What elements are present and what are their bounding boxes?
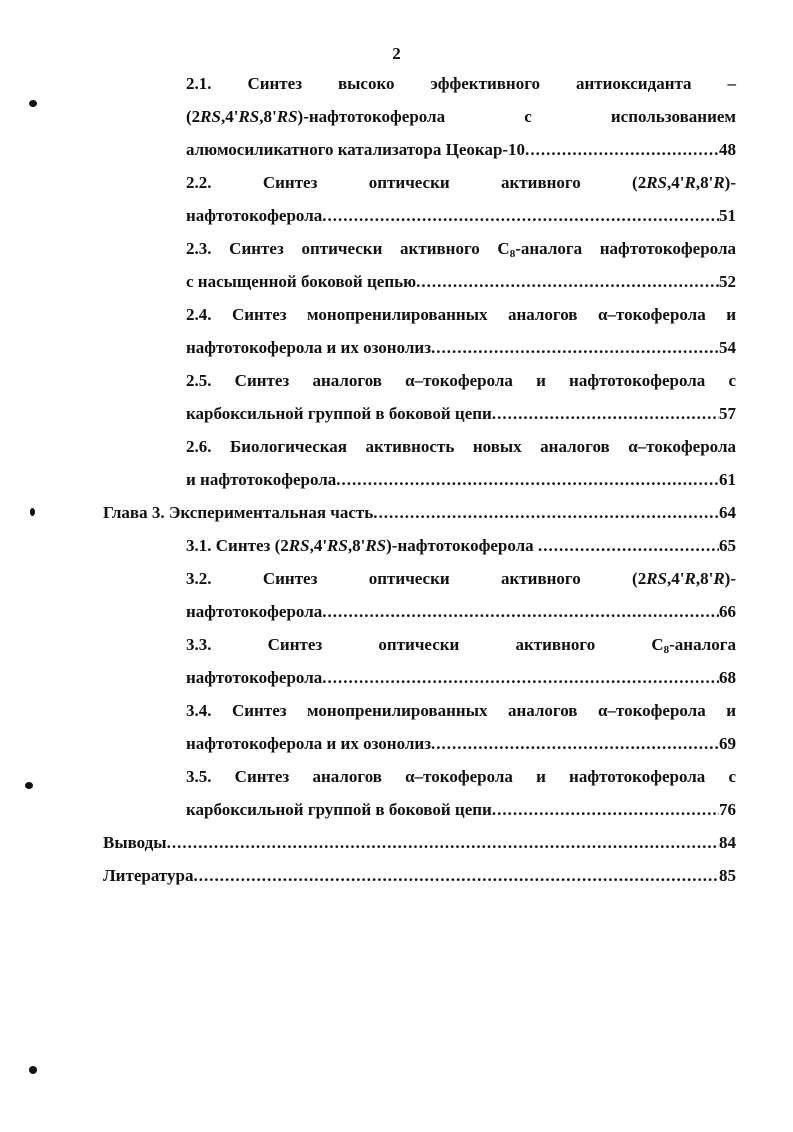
scan-speck [29,1066,37,1074]
toc-page-number: 76 [719,800,736,819]
leader-dots [431,733,719,755]
toc-2-1-line-1: 2.1. Синтез высоко эффективного антиоксиданта – [186,74,736,93]
toc-page-number: 85 [719,866,736,885]
toc-page-number: 68 [719,668,736,687]
toc-2-2-line-2: нафтотокоферола ..... 51 [186,205,736,227]
leader-dots [322,667,719,689]
toc-2-3-line-1: 2.3. Синтез оптически активного $C_8$-аналога нафтотокоферола [186,239,736,260]
toc-page-number: 84 [719,833,736,852]
toc-chapter-3: Глава 3. Экспериментальная часть ..... 64 [103,502,736,524]
leader-dots [525,139,719,161]
toc-page-number: 54 [719,338,736,357]
scan-speck [25,782,33,789]
leader-dots [492,799,719,821]
toc-2-4-line-2: нафтотокоферола и их озонолиз ..... 54 [186,337,736,359]
page-number: 2 [392,44,401,63]
toc-page-number: 52 [719,272,736,291]
toc-2-3-line-2: с насыщенной боковой цепью ..... 52 [186,271,736,293]
leader-dots [193,865,719,887]
toc-page-number: 57 [719,404,736,423]
toc-3-3-line-1: 3.3. Синтез оптически активного $C_8$-аналога [186,635,736,656]
toc-2-4-line-1: 2.4. Синтез монопренилированных аналогов α–токоферола и [186,305,736,324]
toc-page-number: 65 [719,536,736,555]
leader-dots [322,601,719,623]
leader-dots [373,502,719,524]
leader-dots [416,271,719,293]
leader-dots [322,205,719,227]
toc-3-3-line-2: нафтотокоферола ..... 68 [186,667,736,689]
toc-page-number: 48 [719,140,736,159]
leader-dots [167,832,719,854]
toc-2-1-line-2: (2RS,4'RS,8'RS)-нафтотокоферола с использованием [186,107,736,126]
toc-page-number: 66 [719,602,736,621]
toc-3-5-line-2: карбоксильной группой в боковой цепи ..... 76 [186,799,736,821]
toc-page-number: 64 [719,503,736,522]
toc-3-2-line-1: 3.2. Синтез оптически активного (2RS,4'R,8'R)- [186,569,736,588]
toc-page-number: 69 [719,734,736,753]
toc-3-1: 3.1. Синтез (2RS,4'RS,8'RS)-нафтотокоферола ..... 65 [186,535,736,557]
toc-2-6-line-1: 2.6. Биологическая активность новых аналогов α–токоферола [186,437,736,456]
toc-2-5-line-1: 2.5. Синтез аналогов α–токоферола и нафтотокоферола с [186,371,736,390]
toc-page-number: 51 [719,206,736,225]
toc-3-4-line-2: нафтотокоферола и их озонолиз ..... 69 [186,733,736,755]
toc-conclusions: Выводы ..... 84 [103,832,736,854]
toc-3-5-line-1: 3.5. Синтез аналогов α–токоферола и нафтотокоферола с [186,767,736,786]
toc-2-5-line-2: карбоксильной группой в боковой цепи ..... 57 [186,403,736,425]
leader-dots [538,535,719,557]
toc-2-2-line-1: 2.2. Синтез оптически активного (2RS,4'R,8'R)- [186,173,736,192]
toc-page-number: 61 [719,470,736,489]
toc-3-4-line-1: 3.4. Синтез монопренилированных аналогов α–токоферола и [186,701,736,720]
leader-dots [492,403,719,425]
scan-speck [30,508,35,516]
toc-2-6-line-2: и нафтотокоферола ..... 61 [186,469,736,491]
leader-dots [431,337,719,359]
toc-literature: Литература ..... 85 [103,865,736,887]
scan-speck [29,100,37,107]
toc-2-1-line-3: алюмосиликатного катализатора Цеокар-10 ..... 48 [186,139,736,161]
leader-dots [336,469,719,491]
toc-3-2-line-2: нафтотокоферола ..... 66 [186,601,736,623]
